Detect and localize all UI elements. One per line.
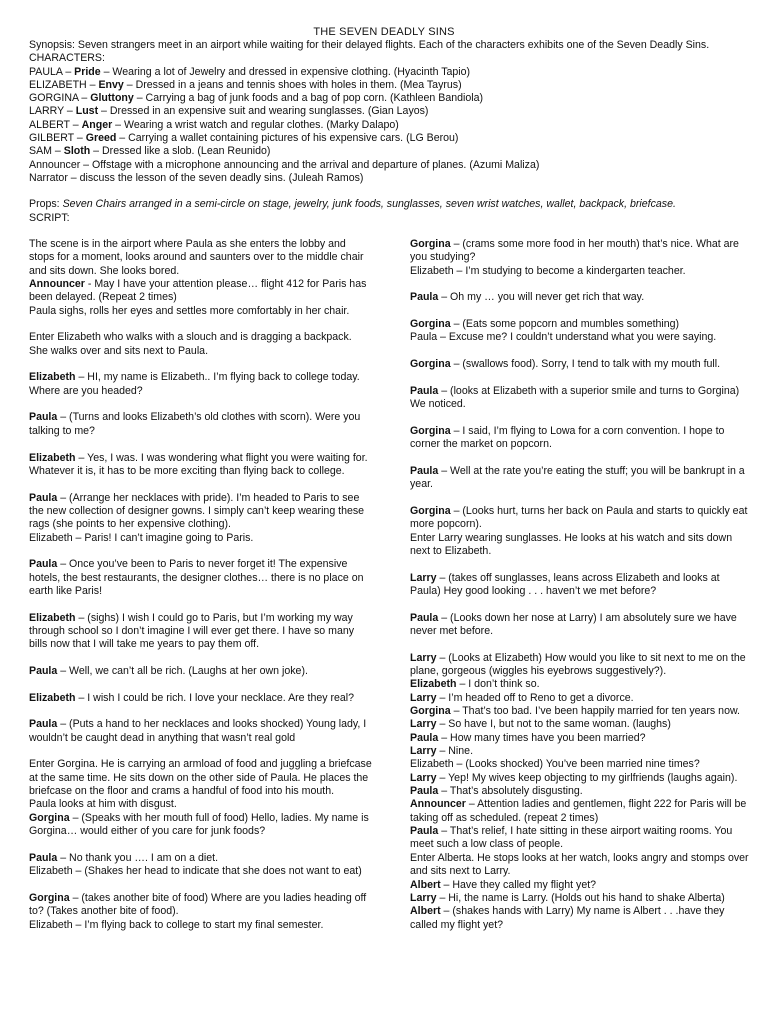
script-line [29, 919, 373, 932]
dialogue-text: Paula – Excuse me? I couldn’t understand what you were saying. [410, 331, 717, 344]
speaker-name: Paula [410, 464, 439, 477]
speaker-name: Announcer [410, 798, 466, 811]
script-line [29, 492, 373, 532]
speaker-name: Elizabeth [29, 371, 76, 384]
dialogue-text: – (Looks hurt, turns her back on Paula and starts to quickly eat more popcorn). [410, 504, 748, 531]
dialogue-text: – (takes another bite of food) Where are you ladies heading off to? (Takes another bite of food). [29, 891, 367, 918]
speaker-name: Larry [410, 745, 437, 758]
script-line [29, 612, 373, 652]
dialogue-text: – (takes off sunglasses, leans across Elizabeth and looks at Paula) Hey good looking . . . haven’t we met before? [410, 571, 720, 597]
character-entry: PAULA – Pride – Wearing a lot of Jewelry and dressed in expensive clothing. (Hyacinth Tapio) [29, 65, 471, 78]
speaker-name: Larry [410, 691, 437, 704]
dialogue-text: – So have I, but not to the same woman. (laughs) [436, 718, 671, 731]
script-line [410, 265, 750, 278]
script-line [29, 798, 373, 811]
script-line [410, 852, 750, 879]
character-sin: Sloth [63, 145, 91, 158]
dialogue-text: Elizabeth – I’m studying to become a kindergarten teacher. [410, 264, 686, 277]
announcer-character: Announcer – Offstage with a microphone announcing and the arrival and departure of planes. (Azumi Maliza) [29, 158, 540, 171]
character-entry: SAM – Sloth – Dressed like a slob. (Lean Reunido) [29, 145, 271, 158]
speaker-name: Albert [410, 878, 441, 891]
dialogue-text: Enter Alberta. He stops looks at her watch, looks angry and stomps over and sits next to Larry. [410, 851, 749, 878]
script-line [410, 692, 750, 705]
dialogue-text: – Nine. [436, 745, 474, 758]
dialogue-text: Elizabeth – (Shakes her head to indicate that she does not want to eat) [29, 865, 362, 878]
narrator-character: Narrator – discuss the lesson of the seven deadly sins. (Juleah Ramos) [29, 171, 364, 184]
script-line [410, 318, 750, 331]
script-line [29, 692, 373, 705]
dialogue-text: Elizabeth – (Looks shocked) You’ve been married nine times? [410, 758, 700, 771]
dialogue-text: – (looks at Elizabeth with a superior smile and turns to Gorgina) We noticed. [410, 384, 740, 411]
script-right-column [410, 238, 750, 932]
script-line [410, 758, 750, 771]
script-line [410, 291, 750, 304]
dialogue-text: - May I have your attention please… flight 412 for Paris has been delayed. (Repeat 2 times) [29, 278, 367, 304]
speaker-name: Paula [29, 665, 58, 677]
script-line [410, 505, 750, 532]
dialogue-text: Enter Larry wearing sunglasses. He looks at his watch and sits down next to Elizabeth. [410, 531, 733, 557]
dialogue-text: – Well, we can’t all be rich. (Laughs at her own joke). [57, 665, 308, 677]
dialogue-text: – That’s too bad. I’ve been happily married for ten years now. [450, 705, 740, 718]
script-line [29, 371, 373, 398]
speaker-name: Gorgina [29, 811, 70, 824]
dialogue-text: – Have they called my flight yet? [440, 878, 597, 891]
script-line [410, 825, 750, 852]
dialogue-text: – (shakes hands with Larry) My name is Albert . . .have they called my flight yet? [410, 905, 725, 931]
script-line [29, 238, 373, 278]
speaker-name: Larry [410, 891, 437, 904]
speaker-name: Larry [410, 571, 437, 584]
script-line [410, 238, 750, 265]
speaker-name: Paula [29, 718, 58, 731]
dialogue-text: – I said, I’m flying to Lowa for a corn convention. I hope to corner the market on popcorn. [410, 424, 725, 451]
script-line [410, 879, 750, 892]
character-entry: GILBERT – Greed – Carrying a wallet containing pictures of his expensive cars. (LG Berou) [29, 132, 459, 145]
speaker-name: Announcer [29, 278, 85, 291]
dialogue-text: – Once you’ve been to Paris to never forget it! The expensive hotels, the best restaurants, the designer clothes… there is no place on earth like Paris! [29, 558, 364, 597]
speaker-name: Albert [410, 905, 441, 918]
character-entry: ALBERT – Anger – Wearing a wrist watch and regular clothes. (Marky Dalapo) [29, 118, 399, 131]
dialogue-text: – How many times have you been married? [438, 731, 646, 744]
speaker-name: Gorgina [410, 358, 451, 371]
speaker-name: Paula [29, 558, 58, 571]
script-line [410, 772, 750, 785]
script-line [29, 865, 373, 878]
dialogue-text: The scene is in the airport where Paula as she enters the lobby and stops for a moment, looks around and saunters over to the middle chair and sits down. She looks bored. [29, 238, 364, 277]
script-line [410, 798, 750, 825]
dialogue-text: – (Eats some popcorn and mumbles something) [450, 318, 680, 331]
dialogue-text: – No thank you …. I am on a diet. [57, 851, 219, 864]
script-line [29, 452, 373, 479]
dialogue-text: – (swallows food). Sorry, I tend to talk with my mouth full. [450, 358, 721, 371]
character-sin: Lust [75, 105, 99, 118]
dialogue-text: – Yes, I was. I was wondering what flight you were waiting for. Whatever it is, it has to be more exciting than flying back to college. [29, 451, 368, 477]
script-line [410, 785, 750, 798]
speaker-name: Elizabeth [29, 691, 76, 704]
speaker-name: Gorgina [410, 504, 451, 517]
script-line [29, 852, 373, 865]
character-description: – Dressed in a jeans and tennis shoes with holes in them. (Mea Tayrus) [123, 78, 462, 91]
character-sin: Gluttony [90, 92, 134, 105]
script-line [29, 665, 373, 678]
speaker-name: Gorgina [410, 238, 451, 250]
speaker-name: Larry [410, 718, 437, 731]
dialogue-text: Paula sighs, rolls her eyes and settles more comfortably in her chair. [29, 304, 350, 317]
dialogue-text: – Hi, the name is Larry. (Holds out his hand to shake Alberta) [436, 891, 725, 904]
script-line [29, 411, 373, 438]
props-text: Seven Chairs arranged in a semi-circle on stage, jewelry, junk foods, sunglasses, seven wrist watches, wallet, backpack, briefcase. [62, 198, 676, 211]
synopsis: Synopsis: Seven strangers meet in an airport while waiting for their delayed flights. Each of the characters exhibits one of the Seven Deadly Sins. [29, 39, 710, 51]
script-line [410, 678, 750, 691]
dialogue-text: Enter Gorgina. He is carrying an armload of food and juggling a briefcase at the same time. He sits down on the other side of Paula. He places the briefcase on the floor and crams a handful of food into his mouth. [29, 758, 372, 798]
speaker-name: Paula [29, 411, 58, 424]
character-entry: ELIZABETH – Envy – Dressed in a jeans and tennis shoes with holes in them. (Mea Tayrus) [29, 78, 462, 91]
character-name: ALBERT [29, 118, 70, 131]
script-line [410, 358, 750, 371]
character-description: – Wearing a lot of Jewelry and dressed in expensive clothing. (Hyacinth Tapio) [100, 65, 471, 78]
speaker-name: Gorgina [410, 705, 451, 718]
speaker-name: Paula [410, 731, 439, 744]
character-name: GORGINA [29, 92, 79, 105]
script-line [410, 892, 750, 905]
script-line [29, 892, 373, 919]
speaker-name: Gorgina [410, 318, 451, 331]
dialogue-text: – Yep! My wives keep objecting to my girlfriends (laughs again). [436, 771, 738, 784]
speaker-name: Paula [29, 851, 58, 864]
script-line [410, 572, 750, 599]
script-line [410, 532, 750, 559]
character-description: – Dressed in an expensive suit and wearing sunglasses. (Gian Layos) [98, 105, 429, 118]
script-line [410, 465, 750, 492]
dialogue-text: – Well at the rate you’re eating the stuff; you will be bankrupt in a year. [410, 464, 745, 491]
character-description: – Carrying a wallet containing pictures of his expensive cars. (LG Berou) [116, 132, 459, 145]
script-line [29, 558, 373, 598]
script-line [29, 278, 373, 305]
character-name: GILBERT [29, 132, 74, 145]
dialogue-text: Elizabeth – I’m flying back to college to start my final semester. [29, 918, 324, 931]
speaker-name: Gorgina [29, 891, 70, 904]
character-name: SAM [29, 145, 52, 158]
character-list [29, 66, 741, 159]
dialogue-text: – Oh my … you will never get rich that way. [438, 291, 645, 304]
dialogue-text: Enter Elizabeth who walks with a slouch and is dragging a backpack. She walks over and sits next to Paula. [29, 331, 352, 357]
script-line [410, 385, 750, 412]
character-description: – Wearing a wrist watch and regular clothes. (Marky Dalapo) [112, 118, 399, 131]
document-title: THE SEVEN DEADLY SINS [313, 26, 455, 38]
dialogue-text: Paula looks at him with disgust. [29, 798, 177, 811]
script-line [410, 905, 750, 932]
speaker-name: Gorgina [410, 424, 451, 437]
dialogue-text: – I wish I could be rich. I love your necklace. Are they real? [75, 691, 355, 704]
dialogue-text: – (Arrange her necklaces with pride). I’m headed to Paris to see the new collection of designer gowns. I simply can’t keep wearing these rags (she points to her expensive clothing). [29, 491, 365, 531]
dialogue-text: – I don’t think so. [456, 678, 540, 691]
speaker-name: Paula [410, 825, 439, 838]
script-line [29, 331, 373, 358]
script-line [410, 732, 750, 745]
speaker-name: Larry [410, 771, 437, 784]
character-entry: LARRY – Lust – Dressed in an expensive suit and wearing sunglasses. (Gian Layos) [29, 105, 429, 118]
speaker-name: Paula [410, 785, 439, 798]
character-sin: Anger [81, 118, 113, 131]
character-description: – Carrying a bag of junk foods and a bag of pop corn. (Kathleen Bandiola) [133, 92, 484, 105]
character-name: LARRY [29, 105, 64, 118]
script-line [410, 612, 750, 639]
dialogue-text: – That’s absolutely disgusting. [438, 785, 583, 798]
character-description: – Dressed like a slob. (Lean Reunido) [90, 145, 271, 158]
script-line [410, 705, 750, 718]
script-left-column [29, 238, 373, 932]
character-sin: Pride [74, 65, 101, 78]
speaker-name: Paula [29, 491, 58, 504]
dialogue-text: – (Looks at Elizabeth) How would you like to sit next to me on the plane, gorgeous (wiggles his eyebrows suggestively?). [410, 651, 746, 677]
character-name: PAULA [29, 65, 63, 78]
script-line [29, 532, 373, 545]
header-section [29, 39, 741, 225]
characters-heading: CHARACTERS: [29, 52, 105, 65]
character-entry: GORGINA – Gluttony – Carrying a bag of junk foods and a bag of pop corn. (Kathleen Bandiola) [29, 92, 484, 105]
dialogue-text: – (sighs) I wish I could go to Paris, but I’m working my way through school so I don’t imagine I will ever get there. I have so many bills now that I will take me years to pay them off. [29, 611, 355, 651]
speaker-name: Elizabeth [29, 451, 76, 464]
dialogue-text: – That’s relief, I hate sitting in these airport waiting rooms. You meet such a low class of people. [410, 825, 733, 851]
dialogue-text: – (Turns and looks Elizabeth’s old clothes with scorn). Were you talking to me? [29, 411, 361, 437]
dialogue-text: – (Looks down her nose at Larry) I am absolutely sure we have never met before. [410, 611, 737, 637]
script-line [410, 652, 750, 679]
script-label: SCRIPT: [29, 211, 70, 224]
speaker-name: Larry [410, 651, 437, 664]
speaker-name: Elizabeth [29, 611, 76, 624]
dialogue-text: Elizabeth – Paris! I can’t imagine going to Paris. [29, 531, 254, 544]
script-line [410, 745, 750, 758]
dialogue-text: – (crams some more food in her mouth) that’s nice. What are you studying? [410, 238, 739, 264]
script-line [29, 758, 373, 798]
props-line [29, 198, 741, 211]
character-sin: Envy [98, 78, 124, 91]
speaker-name: Elizabeth [410, 678, 457, 691]
speaker-name: Paula [410, 611, 439, 624]
speaker-name: Paula [410, 291, 439, 304]
dialogue-text: – Attention ladies and gentlemen, flight 222 for Paris will be taking off as scheduled. (repeat 2 times) [410, 798, 747, 824]
script-line [410, 425, 750, 452]
speaker-name: Paula [410, 384, 439, 397]
script-line [29, 812, 373, 839]
character-name: ELIZABETH [29, 78, 87, 91]
dialogue-text: – (Speaks with her mouth full of food) Hello, ladies. My name is Gorgina… would either of you care for junk foods? [29, 811, 369, 838]
dialogue-text: – (Puts a hand to her necklaces and looks shocked) Young lady, I wouldn’t be caught dead in anything that wasn’t real gold [29, 718, 367, 744]
script-line [29, 718, 373, 745]
script-line [410, 331, 750, 344]
character-sin: Greed [85, 132, 117, 145]
script-line [29, 305, 373, 318]
script-line [410, 718, 750, 731]
dialogue-text: – HI, my name is Elizabeth.. I’m flying back to college today. Where are you headed? [29, 371, 360, 397]
dialogue-text: – I’m headed off to Reno to get a divorce. [436, 691, 634, 704]
props-label: Props: [29, 198, 63, 211]
